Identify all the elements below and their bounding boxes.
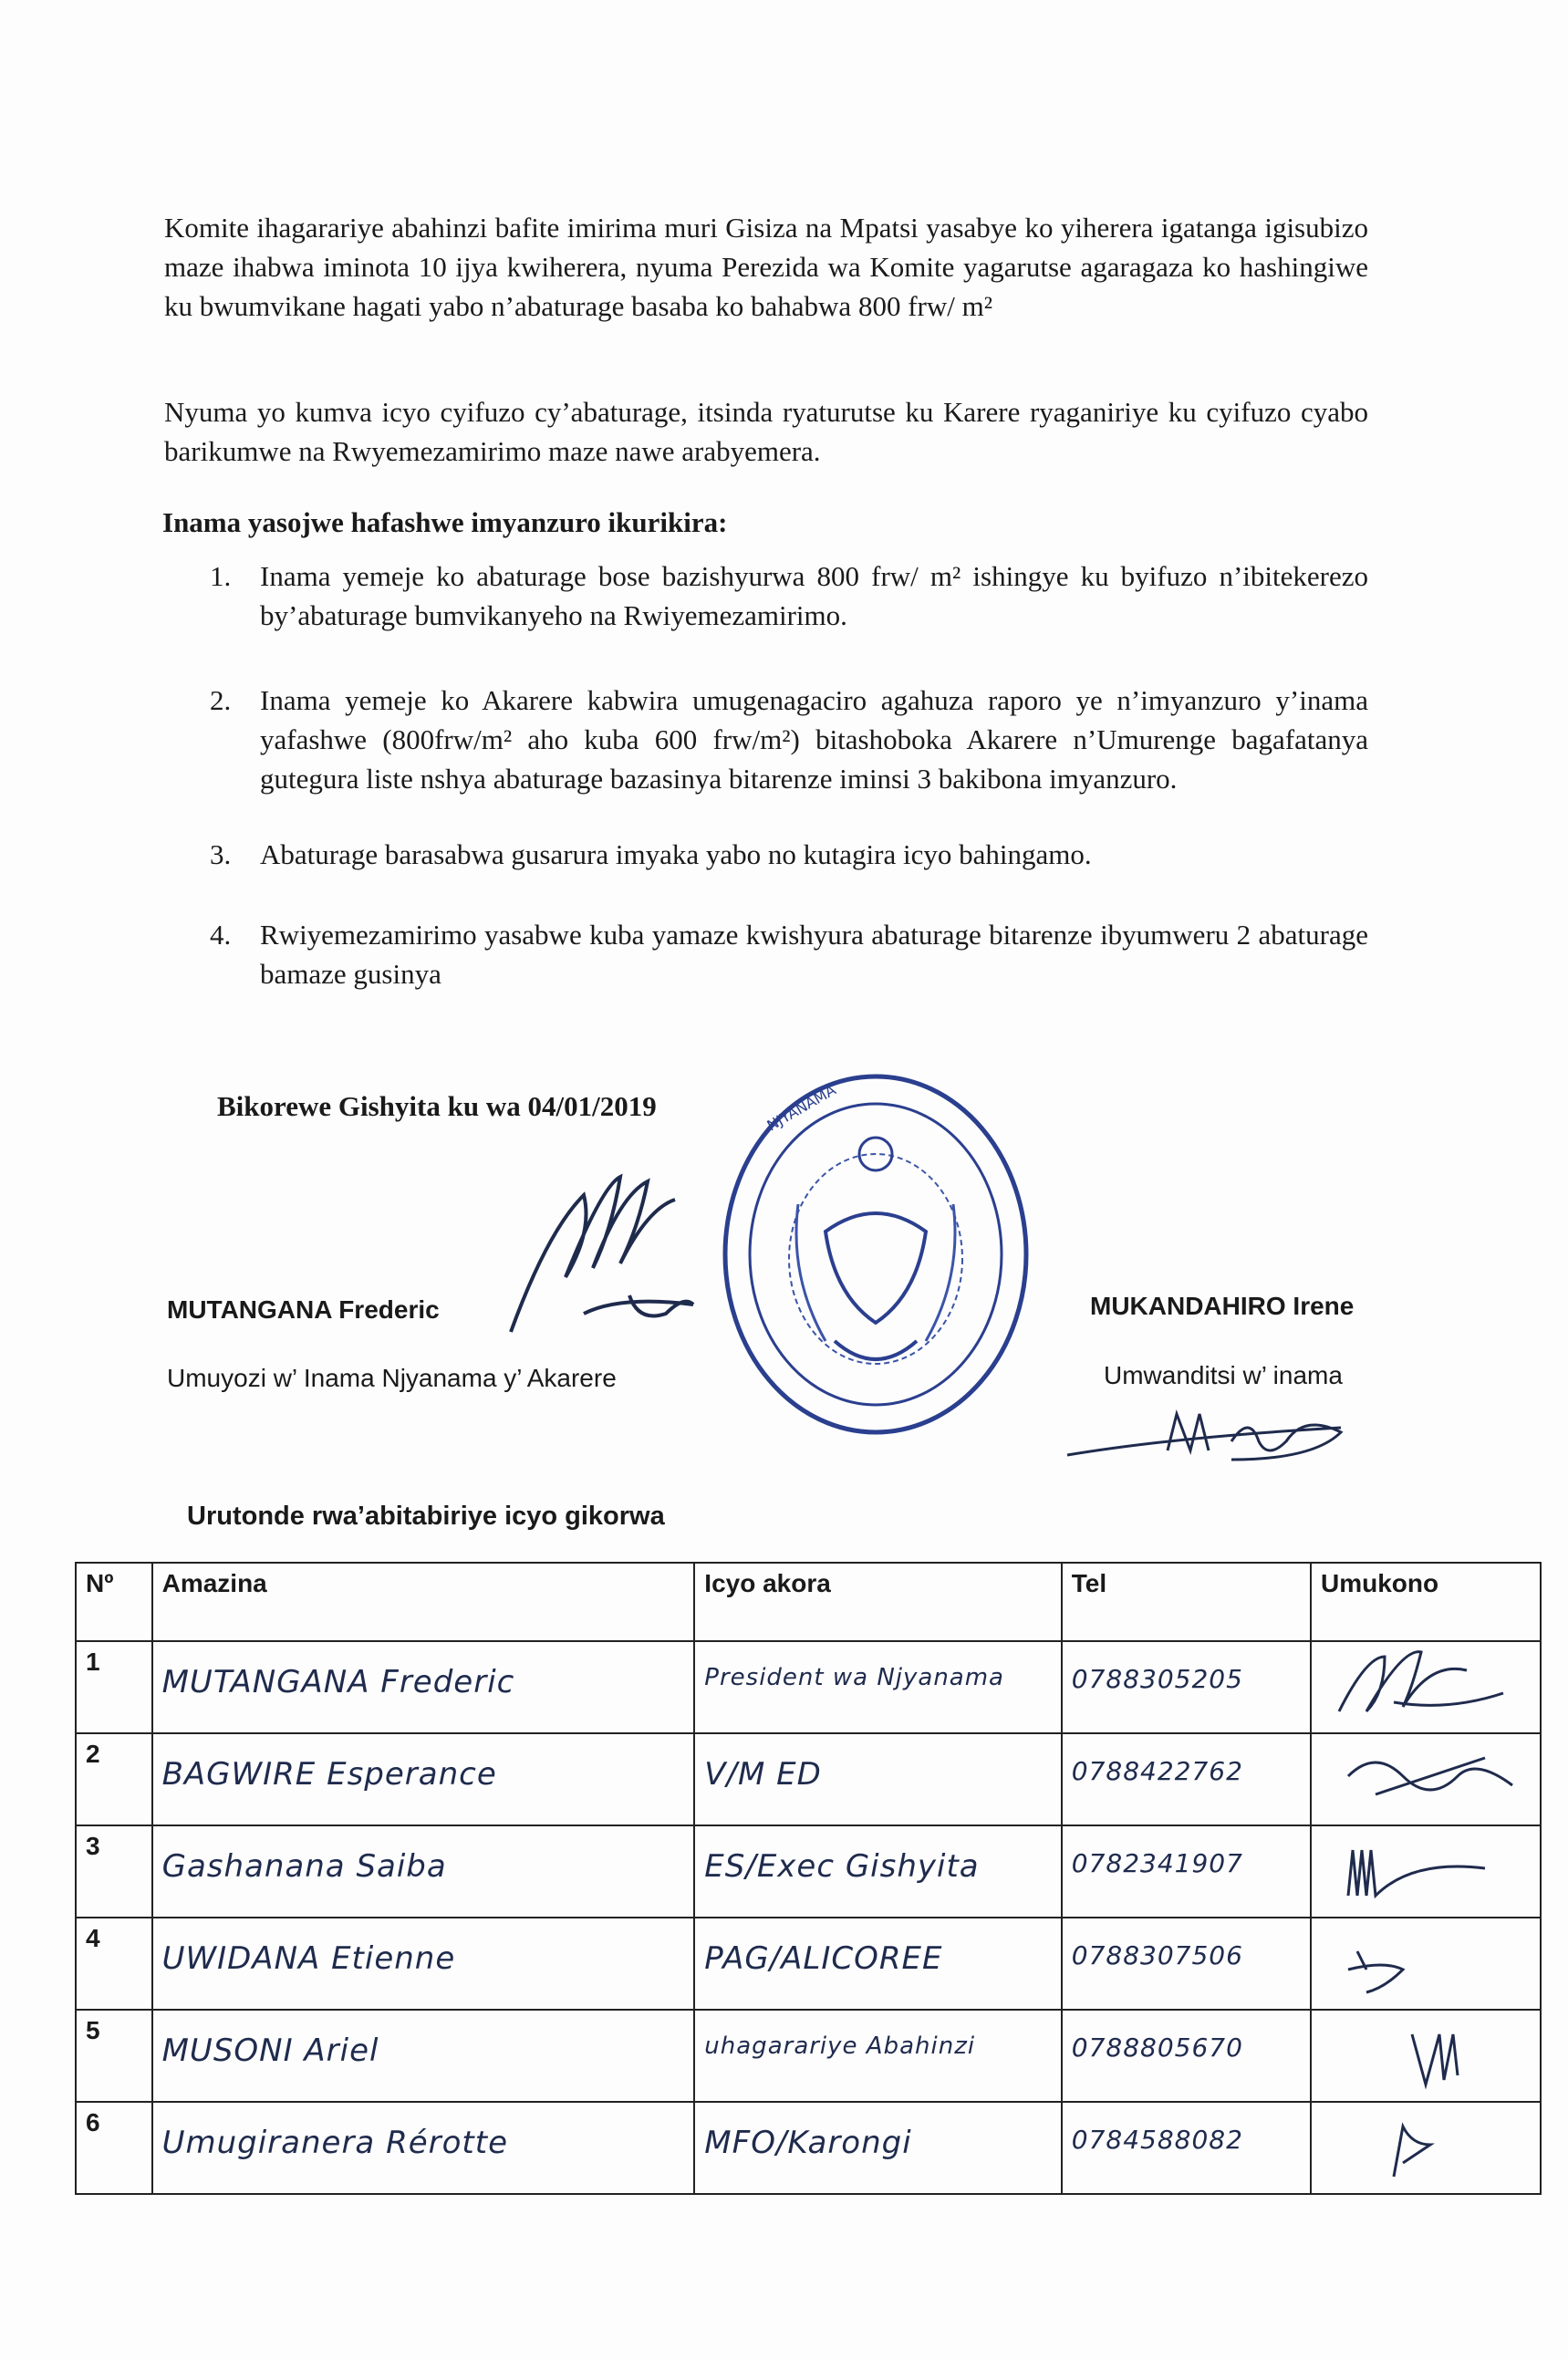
cell-role: [694, 1825, 1061, 1918]
cell-no: 2: [76, 1733, 152, 1825]
handwritten-signature: [1321, 1924, 1531, 1997]
handwritten-name: MUTANGANA Frederic: [161, 1664, 515, 1700]
cell-role: [694, 2010, 1061, 2102]
table-row: [76, 1641, 1541, 1733]
handwritten-tel: 0788805670: [1071, 2033, 1243, 2063]
cell-no: 1: [76, 1641, 152, 1733]
cell-tel: [1062, 1641, 1311, 1733]
handwritten-role: President wa Njyanama: [704, 1664, 1004, 1691]
signatory-role-secretary: Umwanditsi w’ inama: [1104, 1361, 1343, 1389]
paragraph-agreement: Nyuma yo kumva icyo cyifuzo cy’abaturage, itsinda ryaturutse ku Karere ryaganiriye ku cyifuzo cyabo barikumwe na Rwyemezamirimo maze nawe arabyemera.: [164, 396, 1368, 467]
table-row: [76, 2010, 1541, 2102]
cell-name: [152, 2010, 695, 2102]
handwritten-name: UWIDANA Etienne: [161, 1940, 456, 1977]
cell-signature: [1311, 1825, 1541, 1918]
cell-name: [152, 1825, 695, 1918]
attendance-title: Urutonde rwa’abitabiriye icyo gikorwa: [187, 1502, 665, 1531]
handwritten-role: uhagarariye Abahinzi: [704, 2033, 976, 2060]
handwritten-name: BAGWIRE Esperance: [161, 1756, 497, 1793]
resolution-text: Rwiyemezamirimo yasabwe kuba yamaze kwishyura abaturage bitarenze ibyumweru 2 abaturage bamaze gusinya: [260, 919, 1368, 990]
handwritten-signature: [1321, 1740, 1531, 1813]
table-row: [76, 1918, 1541, 2010]
resolution-text: Abaturage barasabwa gusarura imyaka yabo no kutagira icyo bahingamo.: [260, 838, 1092, 870]
stamp-text: NJYANAMA: [763, 1081, 839, 1135]
signatory-name-president: MUTANGANA Frederic: [167, 1295, 440, 1324]
handwritten-signature: [1321, 2108, 1531, 2181]
resolutions-list: [210, 556, 1368, 993]
handwritten-tel: 0782341907: [1071, 1848, 1243, 1878]
header-role: Icyo akora: [694, 1563, 1061, 1641]
resolution-text: Inama yemeje ko Akarere kabwira umugenagaciro agahuza raporo ye n’imyanzuro y’inama yafashwe (800frw/m² aho kuba 600 frw/m²) bitashoboka Akarere n’Umurenge bagafatanya gutegura liste nshya abaturage bazasinya bitarenze iminsi 3 bakibona imyanzuro.: [260, 684, 1368, 795]
cell-role: [694, 2102, 1061, 2194]
cell-tel: [1062, 1918, 1311, 2010]
cell-tel: [1062, 1825, 1311, 1918]
handwritten-role: PAG/ALICOREE: [704, 1940, 943, 1977]
signature-secretary: [1058, 1400, 1359, 1473]
cell-role: [694, 1733, 1061, 1825]
handwritten-tel: 0784588082: [1071, 2125, 1243, 2155]
table-header-row: [76, 1563, 1541, 1641]
resolution-number: 3.: [210, 838, 232, 870]
handwritten-name: MUSONI Ariel: [161, 2033, 379, 2069]
header-no: Nº: [76, 1563, 152, 1641]
cell-tel: [1062, 1733, 1311, 1825]
resolutions-heading: Inama yasojwe hafashwe imyanzuro ikurikira:: [162, 506, 728, 538]
cell-name: [152, 1733, 695, 1825]
resolution-text: Inama yemeje ko abaturage bose bazishyurwa 800 frw/ m² ishingye ku byifuzo n’ibitekerezo by’abaturage bumvikanyeho na Rwiyemezamirimo.: [260, 560, 1368, 631]
handwritten-role: V/M ED: [704, 1756, 822, 1793]
signatory-name-secretary: MUKANDAHIRO Irene: [1090, 1292, 1355, 1320]
cell-tel: [1062, 2102, 1311, 2194]
cell-name: [152, 1641, 695, 1733]
cell-no: 6: [76, 2102, 152, 2194]
table-row: [76, 2102, 1541, 2194]
handwritten-role: MFO/Karongi: [704, 2125, 912, 2161]
handwritten-tel: 0788307506: [1071, 1940, 1243, 1970]
resolution-item: [210, 681, 1368, 798]
cell-role: [694, 1918, 1061, 2010]
cell-name: [152, 2102, 695, 2194]
handwritten-signature: [1321, 2016, 1531, 2089]
official-stamp: [716, 1067, 1035, 1441]
cell-no: 3: [76, 1825, 152, 1918]
cell-signature: [1311, 2010, 1541, 2102]
resolution-number: 4.: [210, 919, 232, 951]
cell-tel: [1062, 2010, 1311, 2102]
signature-president: [493, 1168, 730, 1350]
table-row: [76, 1825, 1541, 1918]
handwritten-tel: 0788422762: [1071, 1756, 1243, 1786]
signatory-role-president: Umuyozi w’ Inama Njyanama y’ Akarere: [167, 1364, 617, 1392]
cell-signature: [1311, 2102, 1541, 2194]
cell-signature: [1311, 1918, 1541, 2010]
handwritten-name: Umugiranera Rérotte: [161, 2125, 508, 2161]
date-line: Bikorewe Gishyita ku wa 04/01/2019: [217, 1090, 657, 1122]
resolution-number: 1.: [210, 560, 232, 592]
cell-no: 4: [76, 1918, 152, 2010]
resolution-number: 2.: [210, 684, 232, 716]
cell-name: [152, 1918, 695, 2010]
resolution-item: [210, 835, 1368, 874]
handwritten-tel: 0788305205: [1071, 1664, 1243, 1694]
handwritten-signature: [1321, 1832, 1531, 1905]
cell-signature: [1311, 1733, 1541, 1825]
header-tel: Tel: [1062, 1563, 1311, 1641]
cell-signature: [1311, 1641, 1541, 1733]
table-row: [76, 1733, 1541, 1825]
handwritten-role: ES/Exec Gishyita: [704, 1848, 980, 1885]
resolution-item: [210, 556, 1368, 635]
handwritten-signature: [1321, 1648, 1531, 1721]
header-signature: Umukono: [1311, 1563, 1541, 1641]
handwritten-name: Gashanana Saiba: [161, 1848, 447, 1885]
attendance-table: [75, 1562, 1542, 2195]
cell-role: [694, 1641, 1061, 1733]
paragraph-committee: Komite ihagarariye abahinzi bafite imirima muri Gisiza na Mpatsi yasabye ko yiherera igatanga igisubizo maze ihabwa iminota 10 ijya kwiherera, nyuma Perezida wa Komite yagarutse agaragaza ko hashingiwe ku bwumvikane hagati yabo n’abaturage basaba ko bahabwa 800 frw/ m²: [164, 212, 1368, 322]
resolution-item: [210, 915, 1368, 993]
cell-no: 5: [76, 2010, 152, 2102]
header-names: Amazina: [152, 1563, 695, 1641]
